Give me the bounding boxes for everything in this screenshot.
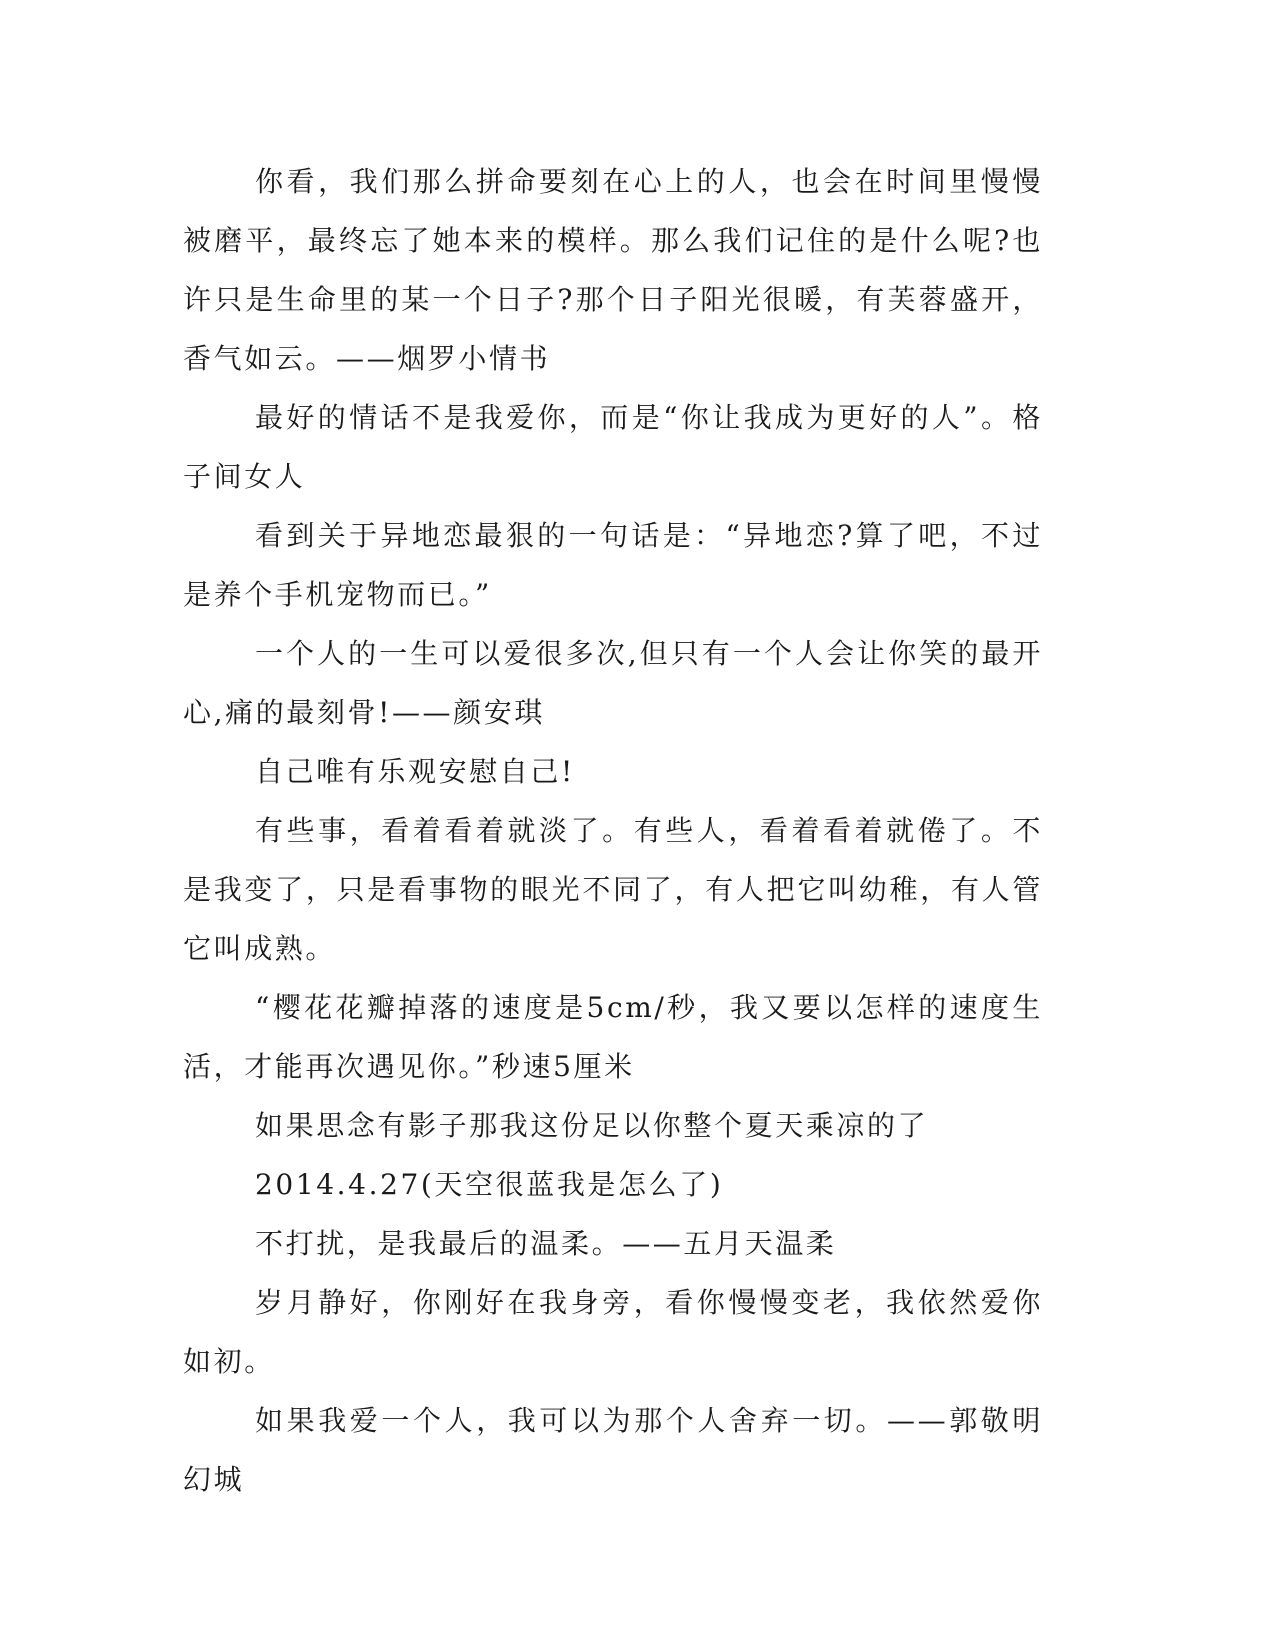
paragraph: 如果我爱一个人，我可以为那个人舍弃一切。——郭敬明幻城 [183, 1404, 1043, 1496]
paragraph: 看到关于异地恋最狠的一句话是：“异地恋?算了吧，不过是养个手机宠物而已。” [183, 519, 1043, 611]
paragraph: 有些事，看着看着就淡了。有些人，看着看着就倦了。不是我变了，只是看事物的眼光不同了，有人把它叫幼稚，有人管它叫成熟。 [183, 814, 1043, 965]
paragraph: 岁月静好，你刚好在我身旁，看你慢慢变老，我依然爱你如初。 [183, 1286, 1043, 1378]
paragraph: 你看，我们那么拼命要刻在心上的人，也会在时间里慢慢被磨平，最终忘了她本来的模样。那么我们记住的是什么呢?也许只是生命里的某一个日子?那个日子阳光很暖，有芙蓉盛开，香气如云。——烟罗小情书 [183, 165, 1043, 375]
paragraph: “樱花花瓣掉落的速度是5cm/秒，我又要以怎样的速度生活，才能再次遇见你。”秒速5厘米 [183, 991, 1043, 1083]
document-body [183, 152, 1043, 1509]
paragraph: 自己唯有乐观安慰自己! [255, 755, 575, 788]
paragraph: 最好的情话不是我爱你，而是“你让我成为更好的人”。格子间女人 [183, 401, 1043, 493]
paragraph: 一个人的一生可以爱很多次,但只有一个人会让你笑的最开心,痛的最刻骨!——颜安琪 [183, 637, 1043, 729]
paragraph: 如果思念有影子那我这份足以你整个夏天乘凉的了 [255, 1109, 929, 1142]
paragraph: 2014.4.27(天空很蓝我是怎么了) [255, 1168, 724, 1201]
paragraph: 不打扰，是我最后的温柔。——五月天温柔 [255, 1227, 837, 1260]
